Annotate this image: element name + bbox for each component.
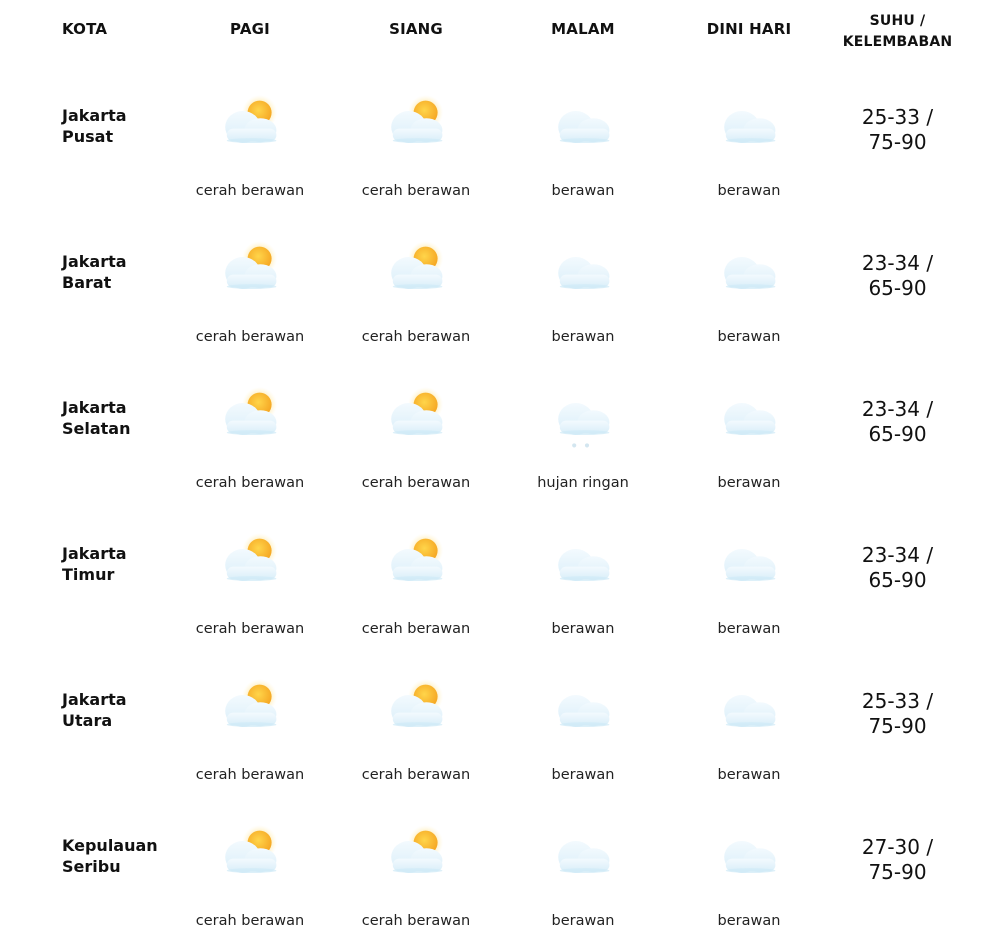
temperature-range: 25-33 / bbox=[861, 105, 934, 129]
partly-cloudy-icon bbox=[371, 671, 461, 743]
header-suhu-kelembaban bbox=[830, 11, 965, 53]
temperature-range: 23-34 / bbox=[861, 543, 934, 567]
city-name bbox=[62, 251, 182, 293]
table-row bbox=[0, 513, 1000, 659]
city-name-line1: Jakarta bbox=[62, 690, 127, 709]
forecast-dini bbox=[674, 233, 824, 353]
forecast-malam bbox=[508, 525, 658, 645]
forecast-dini bbox=[674, 671, 824, 791]
forecast-malam bbox=[508, 671, 658, 791]
forecast-label: cerah berawan bbox=[195, 913, 305, 929]
city-name bbox=[62, 397, 182, 439]
forecast-dini bbox=[674, 87, 824, 207]
forecast-label: berawan bbox=[717, 183, 781, 199]
forecast-label: berawan bbox=[717, 475, 781, 491]
partly-cloudy-icon bbox=[205, 525, 295, 597]
temperature-range: 23-34 / bbox=[861, 251, 934, 275]
partly-cloudy-icon bbox=[205, 233, 295, 305]
city-name bbox=[62, 105, 182, 147]
table-row bbox=[0, 75, 1000, 221]
forecast-label: berawan bbox=[717, 329, 781, 345]
table-row bbox=[0, 367, 1000, 513]
forecast-siang bbox=[341, 525, 491, 645]
cloudy-icon bbox=[704, 525, 794, 597]
city-name-line1: Jakarta bbox=[62, 544, 127, 563]
forecast-pagi bbox=[175, 87, 325, 207]
partly-cloudy-icon bbox=[205, 817, 295, 889]
header-pagi: PAGI bbox=[230, 20, 270, 38]
forecast-label: berawan bbox=[551, 913, 615, 929]
header-suhu: SUHU / bbox=[869, 13, 926, 29]
forecast-label: cerah berawan bbox=[361, 329, 471, 345]
temperature-range: 23-34 / bbox=[861, 397, 934, 421]
city-name-line2: Selatan bbox=[62, 419, 131, 438]
humidity-range: 75-90 bbox=[868, 714, 927, 738]
partly-cloudy-icon bbox=[371, 379, 461, 451]
temperature-humidity bbox=[835, 543, 960, 593]
humidity-range: 65-90 bbox=[868, 276, 927, 300]
forecast-label: hujan ringan bbox=[537, 475, 629, 491]
forecast-siang bbox=[341, 379, 491, 499]
forecast-label: berawan bbox=[551, 767, 615, 783]
header-dini-hari: DINI HARI bbox=[706, 20, 792, 38]
header-kelembaban: KELEMBABAN bbox=[842, 34, 953, 50]
forecast-siang bbox=[341, 233, 491, 353]
forecast-label: berawan bbox=[717, 767, 781, 783]
cloudy-icon bbox=[538, 817, 628, 889]
forecast-label: cerah berawan bbox=[195, 329, 305, 345]
forecast-malam bbox=[508, 817, 658, 937]
table-row bbox=[0, 659, 1000, 805]
header-kota: KOTA bbox=[62, 20, 108, 38]
partly-cloudy-icon bbox=[371, 525, 461, 597]
partly-cloudy-icon bbox=[205, 671, 295, 743]
cloudy-icon bbox=[538, 671, 628, 743]
table-header bbox=[0, 0, 1000, 66]
cloudy-icon bbox=[704, 233, 794, 305]
forecast-label: cerah berawan bbox=[195, 475, 305, 491]
city-name-line2: Utara bbox=[62, 711, 113, 730]
forecast-label: cerah berawan bbox=[361, 913, 471, 929]
forecast-siang bbox=[341, 87, 491, 207]
temperature-humidity bbox=[835, 251, 960, 301]
city-name bbox=[62, 835, 182, 877]
city-name-line2: Barat bbox=[62, 273, 112, 292]
city-name-line2: Seribu bbox=[62, 857, 121, 876]
forecast-pagi bbox=[175, 525, 325, 645]
forecast-label: berawan bbox=[717, 913, 781, 929]
forecast-pagi bbox=[175, 817, 325, 937]
partly-cloudy-icon bbox=[371, 233, 461, 305]
cloudy-icon bbox=[704, 87, 794, 159]
temperature-humidity bbox=[835, 689, 960, 739]
forecast-label: berawan bbox=[551, 183, 615, 199]
forecast-dini bbox=[674, 817, 824, 937]
forecast-label: cerah berawan bbox=[361, 475, 471, 491]
city-name-line2: Timur bbox=[62, 565, 115, 584]
forecast-malam bbox=[508, 379, 658, 499]
forecast-pagi bbox=[175, 379, 325, 499]
partly-cloudy-icon bbox=[205, 87, 295, 159]
header-siang: SIANG bbox=[389, 20, 443, 38]
forecast-label: cerah berawan bbox=[195, 767, 305, 783]
forecast-dini bbox=[674, 379, 824, 499]
city-name bbox=[62, 689, 182, 731]
partly-cloudy-icon bbox=[371, 817, 461, 889]
city-name-line1: Kepulauan bbox=[62, 836, 158, 855]
cloudy-icon bbox=[704, 671, 794, 743]
humidity-range: 65-90 bbox=[868, 422, 927, 446]
forecast-malam bbox=[508, 87, 658, 207]
header-malam: MALAM bbox=[551, 20, 615, 38]
forecast-label: berawan bbox=[717, 621, 781, 637]
humidity-range: 75-90 bbox=[868, 860, 927, 884]
temperature-humidity bbox=[835, 397, 960, 447]
forecast-pagi bbox=[175, 671, 325, 791]
humidity-range: 65-90 bbox=[868, 568, 927, 592]
cloudy-icon bbox=[538, 525, 628, 597]
temperature-range: 27-30 / bbox=[861, 835, 934, 859]
temperature-humidity bbox=[835, 105, 960, 155]
cloudy-icon bbox=[538, 87, 628, 159]
forecast-label: cerah berawan bbox=[195, 621, 305, 637]
city-name-line1: Jakarta bbox=[62, 252, 127, 271]
cloudy-icon bbox=[538, 233, 628, 305]
forecast-siang bbox=[341, 817, 491, 937]
light-rain-icon bbox=[538, 379, 628, 451]
forecast-label: berawan bbox=[551, 621, 615, 637]
table-row bbox=[0, 221, 1000, 367]
forecast-label: cerah berawan bbox=[195, 183, 305, 199]
cloudy-icon bbox=[704, 817, 794, 889]
forecast-label: cerah berawan bbox=[361, 621, 471, 637]
partly-cloudy-icon bbox=[205, 379, 295, 451]
city-name-line1: Jakarta bbox=[62, 398, 127, 417]
forecast-label: cerah berawan bbox=[361, 183, 471, 199]
table-row bbox=[0, 805, 1000, 951]
humidity-range: 75-90 bbox=[868, 130, 927, 154]
forecast-label: berawan bbox=[551, 329, 615, 345]
forecast-siang bbox=[341, 671, 491, 791]
forecast-label: cerah berawan bbox=[361, 767, 471, 783]
partly-cloudy-icon bbox=[371, 87, 461, 159]
temperature-humidity bbox=[835, 835, 960, 885]
forecast-dini bbox=[674, 525, 824, 645]
temperature-range: 25-33 / bbox=[861, 689, 934, 713]
forecast-malam bbox=[508, 233, 658, 353]
city-name-line2: Pusat bbox=[62, 127, 114, 146]
city-name-line1: Jakarta bbox=[62, 106, 127, 125]
cloudy-icon bbox=[704, 379, 794, 451]
city-name bbox=[62, 543, 182, 585]
forecast-pagi bbox=[175, 233, 325, 353]
